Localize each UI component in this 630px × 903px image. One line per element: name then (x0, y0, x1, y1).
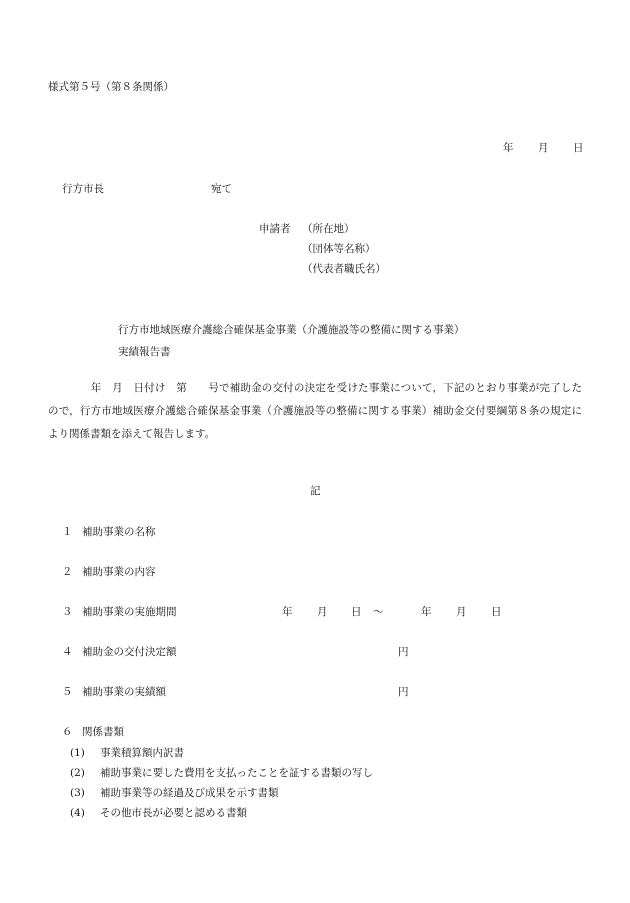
item-label: 補助金の交付決定額 (82, 646, 177, 658)
item-label: 補助事業の名称 (82, 526, 156, 538)
body-paragraph: 年 月 日付け 第 号で補助金の交付の決定を受けた事業について，下記のとおり事業が完了したので，行方市地域医療介護総合確保基金事業（介護施設等の整備に関する事業）補助金交付要綱第８条の規定により関係書類を添えて報告します。 (48, 382, 582, 440)
form-number-label: 様式第５号（第８条関係） (48, 81, 174, 93)
applicant-representative: （代表者職氏名） (302, 263, 386, 275)
item-number: ３ (62, 606, 73, 618)
grant-amount-yen: 円 (398, 646, 409, 658)
document-item-label: 補助事業に要した費用を支払ったことを証する書類の写し (100, 767, 373, 779)
document-item-label: 補助事業等の経過及び成果を示す書類 (100, 787, 279, 799)
item-label: 補助事業の実績額 (82, 686, 166, 698)
date-day-label: 日 (573, 142, 584, 154)
item-number: １ (62, 526, 73, 538)
applicant-address: （所在地） (302, 223, 355, 235)
document-item-number: (4) (70, 807, 85, 819)
item-number: ５ (62, 686, 73, 698)
document-title-line1: 行方市地域医療介護総合確保基金事業（介護施設等の整備に関する事業） (118, 324, 465, 336)
applicant-label: 申請者 (259, 223, 291, 235)
period-end-year: 年 (421, 606, 432, 618)
document-item-label: 事業積算額内訳書 (100, 747, 184, 759)
ki-heading: 記 (310, 485, 321, 497)
document-item-number: (1) (70, 747, 85, 759)
addressee-name: 行方市長 (62, 183, 104, 195)
period-start-day: 日 (351, 606, 362, 618)
period-end-month: 月 (456, 606, 467, 618)
actual-amount-yen: 円 (398, 686, 409, 698)
period-end-day: 日 (491, 606, 502, 618)
item-number: ２ (62, 566, 73, 578)
item-label: 関係書類 (82, 726, 124, 738)
addressee-suffix: 宛て (211, 183, 232, 195)
period-tilde: ～ (373, 606, 384, 618)
applicant-org-name: （団体等名称） (302, 243, 376, 255)
item-label: 補助事業の実施期間 (82, 606, 177, 618)
period-start-month: 月 (317, 606, 328, 618)
document-item-number: (2) (70, 767, 85, 779)
date-month-label: 月 (538, 142, 549, 154)
date-year-label: 年 (503, 142, 514, 154)
document-item-number: (3) (70, 787, 85, 799)
document-item-label: その他市長が必要と認める書類 (100, 807, 247, 819)
period-start-year: 年 (282, 606, 293, 618)
item-number: ６ (62, 726, 73, 738)
item-number: ４ (62, 646, 73, 658)
item-label: 補助事業の内容 (82, 566, 156, 578)
document-title-line2: 実績報告書 (118, 346, 171, 358)
